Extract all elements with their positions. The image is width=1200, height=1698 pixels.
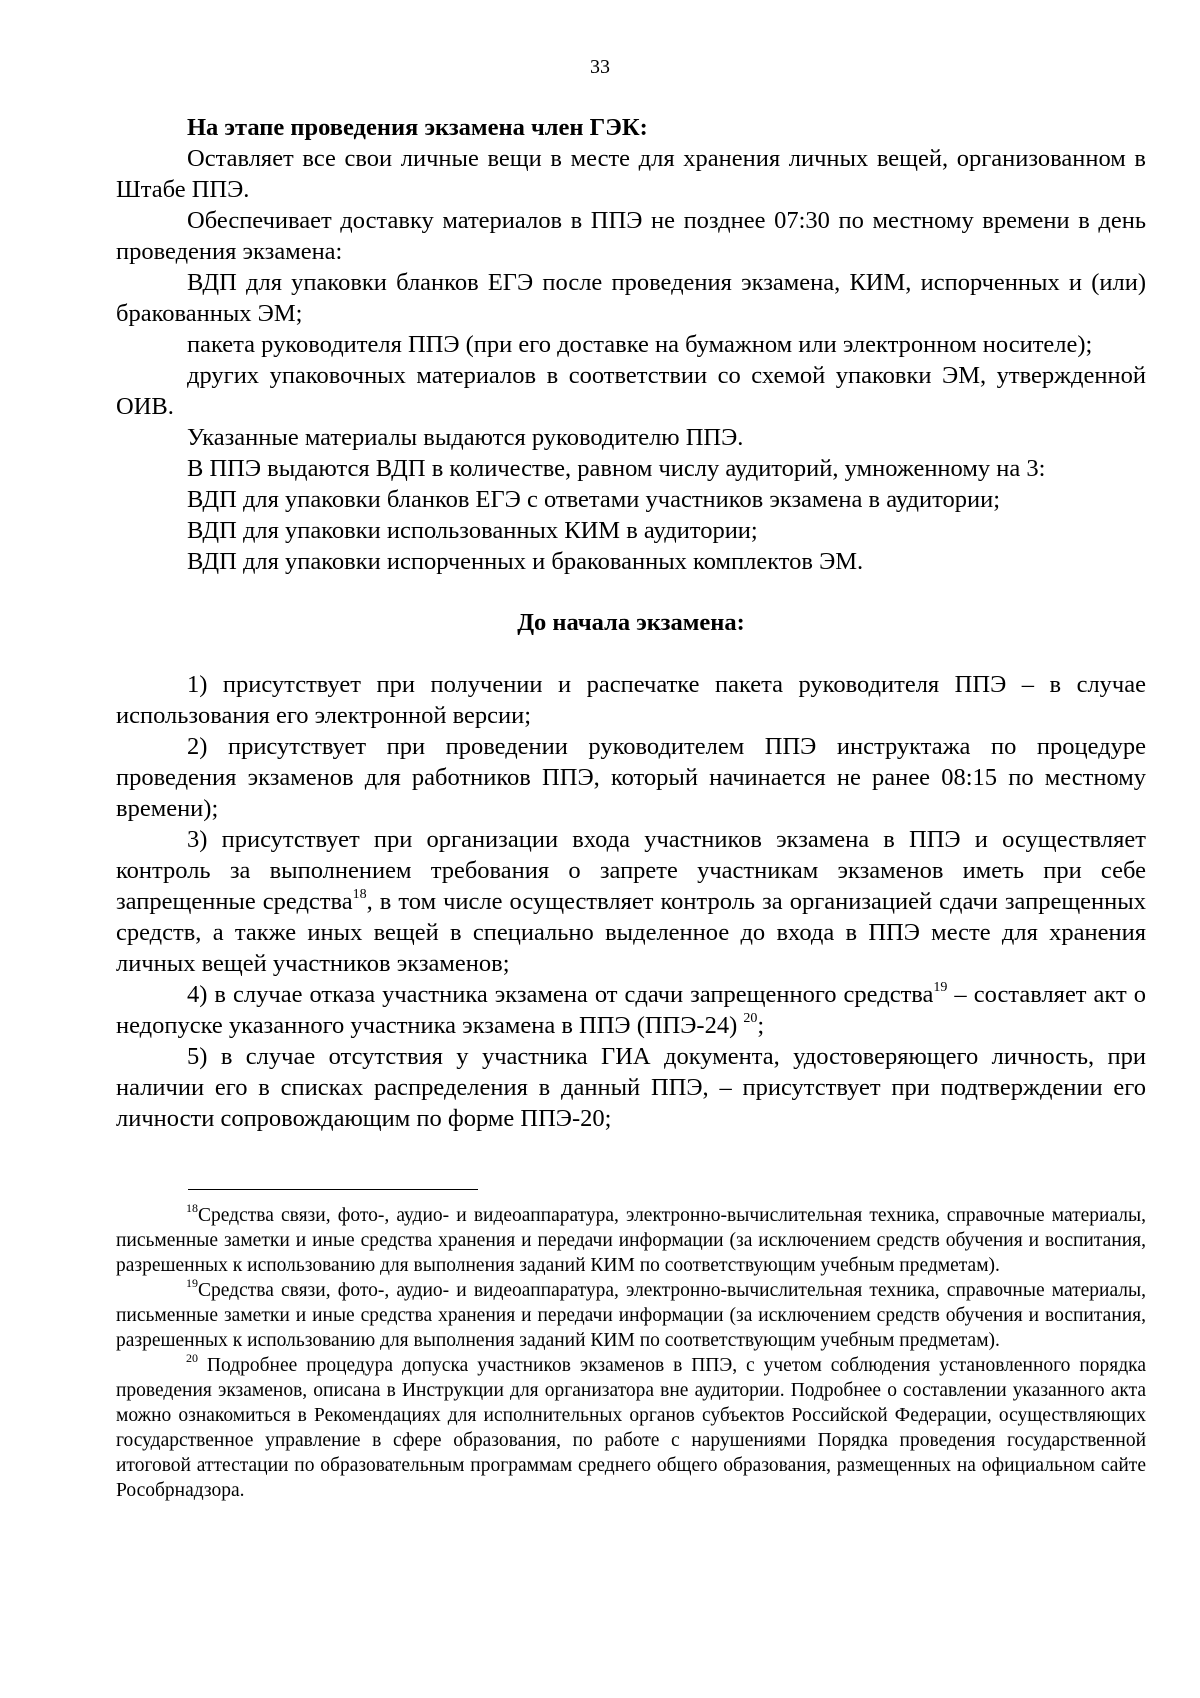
list-item-3-text-a: 3) присутствует при организации входа участников экзамена в ППЭ и осуществляет контроль за выполнением требования о запрете участникам экзаменов иметь при себе запрещенные средства [116, 826, 1146, 915]
footnote-mark-20: 20 [186, 1350, 198, 1365]
list-item-4-text-c: ; [757, 1012, 765, 1039]
paragraph: В ППЭ выдаются ВДП в количестве, равном числу аудиторий, умноженному на 3: [187, 455, 1046, 482]
footnote-19-text: Средства связи, фото-, аудио- и видеоаппаратура, электронно-вычислительная техника, справочные материалы, письменные заметки и иные средства хранения и передачи информации (за исключением средств обучения и воспитания, разрешенных к использованию для выполнения заданий КИМ по соответствующим учебным предметам). [116, 1280, 1146, 1351]
footnotes [116, 1200, 1146, 1503]
list-item-3 [116, 824, 1146, 979]
footnote-ref-19[interactable]: 19 [933, 979, 948, 995]
paragraph: Обеспечивает доставку материалов в ППЭ не позднее 07:30 по местному времени в день проведения экзамена: [116, 207, 1146, 265]
paragraph: ВДП для упаковки испорченных и бракованных комплектов ЭМ. [187, 548, 864, 575]
footnote-mark-18: 18 [186, 1200, 198, 1215]
footnote-18 [116, 1200, 1146, 1278]
footnote-ref-20[interactable]: 20 [743, 1010, 758, 1026]
paragraph: ВДП для упаковки бланков ЕГЭ с ответами участников экзамена в аудитории; [187, 486, 1001, 513]
paragraph: ВДП для упаковки бланков ЕГЭ после проведения экзамена, КИМ, испорченных и (или) бракованных ЭМ; [116, 269, 1146, 327]
paragraph: Указанные материалы выдаются руководителю ППЭ. [187, 424, 744, 451]
list-item-5: 5) в случае отсутствия у участника ГИА документа, удостоверяющего личность, при наличии его в списках распределения в данный ППЭ, – присутствует при подтверждении его личности сопровождающим по форме ППЭ-20; [116, 1043, 1146, 1132]
paragraph: других упаковочных материалов в соответствии со схемой упаковки ЭМ, утвержденной ОИВ. [116, 362, 1146, 420]
list-item-4 [116, 979, 1146, 1041]
section-title: До начала экзамена: [517, 609, 745, 636]
paragraph: Оставляет все свои личные вещи в месте для хранения личных вещей, организованном в Штабе ППЭ. [116, 145, 1146, 203]
footnote-20-text: Подробнее процедура допуска участников экзаменов в ППЭ, с учетом соблюдения установленного порядка проведения экзаменов, описана в Инструкции для организатора вне аудитории. Подробнее о составлении указанного акта можно ознакомиться в Рекомендациях для исполнительных органов субъектов Российской Федерации, осуществляющих государственное управление в сфере образования, по работе с нарушениями Порядка проведения государственной итоговой аттестации по образовательным программам среднего общего образования, размещенных на официальном сайте Рособрнадзора. [116, 1355, 1146, 1501]
main-text [116, 112, 1146, 1134]
list-item-3-text-b: , в том числе осуществляет контроль за организацией сдачи запрещенных средств, а также иных вещей в специально выделенное до входа в ППЭ месте для хранения личных вещей участников экзаменов; [116, 888, 1146, 977]
footnote-divider [188, 1189, 478, 1190]
list-item-1: 1) присутствует при получении и распечатке пакета руководителя ППЭ – в случае использования его электронной версии; [116, 671, 1146, 729]
paragraph: пакета руководителя ППЭ (при его доставке на бумажном или электронном носителе); [187, 331, 1093, 358]
gek-stage-heading: На этапе проведения экзамена член ГЭК: [187, 114, 648, 141]
footnote-19 [116, 1275, 1146, 1353]
footnote-ref-18[interactable]: 18 [352, 886, 367, 902]
footnote-18-text: Средства связи, фото-, аудио- и видеоаппаратура, электронно-вычислительная техника, справочные материалы, письменные заметки и иные средства хранения и передачи информации (за исключением средств обучения и воспитания, разрешенных к использованию для выполнения заданий КИМ по соответствующим учебным предметам). [116, 1205, 1146, 1276]
footnote-mark-19: 19 [186, 1275, 198, 1290]
list-item-2: 2) присутствует при проведении руководителем ППЭ инструктажа по процедуре проведения экзаменов для работников ППЭ, который начинается не ранее 08:15 по местному времени); [116, 733, 1146, 822]
list-item-4-text-b: – составляет акт о недопуске указанного участника экзамена в ППЭ (ППЭ-24) [116, 981, 1146, 1039]
page-number: 33 [590, 56, 610, 78]
list-item-4-text-a: 4) в случае отказа участника экзамена от сдачи запрещенного средства [187, 981, 934, 1008]
paragraph: ВДП для упаковки использованных КИМ в аудитории; [187, 517, 758, 544]
footnote-20 [116, 1350, 1146, 1503]
